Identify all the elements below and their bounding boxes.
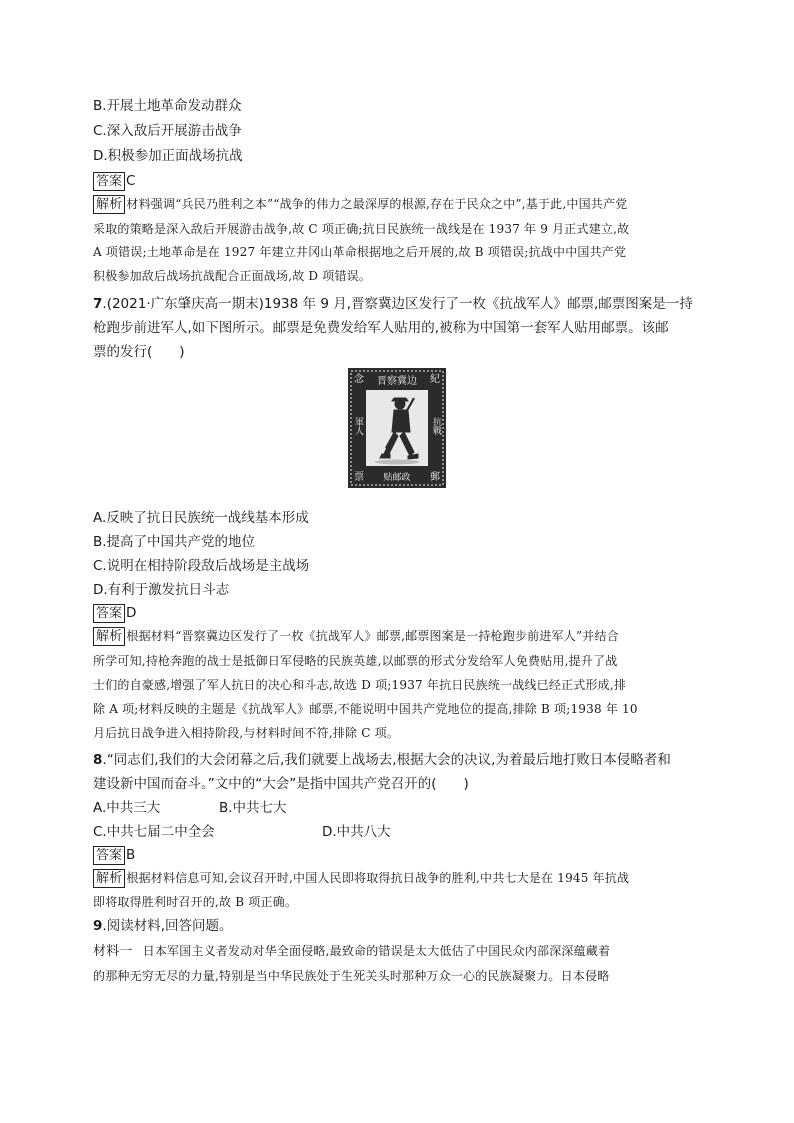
q7-option-d: D.有利于激发抗日斗志 — [93, 582, 230, 598]
q7-option-c: C.说明在相持阶段敌后战场是主战场 — [93, 558, 310, 574]
answer-value: B — [126, 847, 136, 863]
stamp-corner-bl: 票 — [354, 472, 364, 483]
q6-option-b: B.开展土地革命发动群众 — [93, 98, 242, 114]
q6-option-c: C.深入敌后开展游击战争 — [93, 123, 242, 139]
q6-analysis-line: 采取的策略是深入敌后开展游击战争,故 C 项正确;抗日民族统一战线是在 1937 年 9 月正式建立,故 — [93, 222, 630, 236]
q8-options-row-1 — [93, 798, 287, 818]
stamp-right-text: 抗戰 — [431, 417, 441, 435]
answer-tag: 答案 — [93, 172, 125, 191]
q8-option-c: C.中共七届二中全会 — [93, 824, 215, 840]
q8-stem-line: 建设新中国而奋斗。”文中的“大会”是指中国共产党召开的( ) — [93, 776, 469, 792]
question-number: 8 — [93, 752, 103, 768]
q8-option-a: A.中共三大 — [93, 800, 161, 816]
q8-options-row-2 — [93, 822, 391, 842]
analysis-tag: 解析 — [93, 627, 125, 646]
stamp-left-text: 軍人 — [353, 417, 363, 435]
q7-analysis-line: 所学可知,持枪奔跑的战士是抵御日军侵略的民族英雄,以邮票的形式分发给军人免费贴用,提升了战 — [93, 654, 618, 668]
q7-option-b: B.提高了中国共产党的地位 — [93, 534, 256, 550]
q6-analysis-line: 积极参加敌后战场抗战配合正面战场,故 D 项错误。 — [93, 269, 372, 283]
stamp-corner-tr: 紀 — [430, 374, 440, 385]
answer-value: D — [126, 605, 137, 621]
stamp-top-text: 晋察冀边 — [377, 376, 417, 387]
answer-tag: 答案 — [93, 846, 125, 865]
stamp-image — [348, 368, 446, 488]
answer-tag: 答案 — [93, 604, 125, 623]
answer-value: C — [126, 173, 136, 189]
analysis-tag: 解析 — [93, 869, 125, 888]
q8-option-d: D.中共八大 — [322, 824, 391, 840]
q6-answer — [93, 171, 135, 191]
q8-analysis-line: 解析 根据材料信息可知,会议召开时,中国人民即将取得抗日战争的胜利,中共七大是在 1945 年抗战 — [93, 868, 629, 888]
q7-option-a: A.反映了抗日民族统一战线基本形成 — [93, 510, 309, 526]
question-number: 9 — [93, 918, 103, 934]
q7-analysis-line: 除 A 项;材料反映的主题是《抗战军人》邮票,不能说明中国共产党地位的提高,排除 B 项;1938 年 10 — [93, 702, 638, 716]
q9-material-line: 材料一 日本军国主义者发动对华全面侵略,最致命的错误是太大低估了中国民众内部深深蕴藏着 — [93, 944, 611, 959]
q8-option-b: B.中共七大 — [219, 800, 287, 816]
material-label: 材料一 — [93, 944, 133, 959]
q7-stem-line: 枪跑步前进军人,如下图所示。邮票是免费发给军人贴用的,被称为中国第一套军人贴用邮票。该邮 — [93, 320, 669, 336]
q8-stem-line: 8.“同志们,我们的大会闭幕之后,我们就要上战场去,根据大会的决议,为着最后地打败日本侵略者和 — [93, 752, 671, 768]
stamp-corner-br: 郵 — [430, 472, 440, 483]
q7-stem-line: 票的发行( ) — [93, 344, 185, 360]
q6-option-d: D.积极参加正面战场抗战 — [93, 148, 243, 164]
q7-stem-line: 7.(2021·广东肇庆高一期末)1938 年 9 月,晋察冀边区发行了一枚《抗战军人》邮票,邮票图案是一持 — [93, 296, 693, 312]
q6-analysis-line: A 项错误;土地革命是在 1927 年建立井冈山革命根据地之后开展的,故 B 项错误;抗战中中国共产党 — [93, 245, 627, 259]
q8-answer — [93, 845, 135, 865]
q7-analysis-line: 士们的自豪感,增强了军人抗日的决心和斗志,故选 D 项;1937 年抗日民族统一战线已经正式形成,排 — [93, 678, 627, 692]
q9-stem: 9.阅读材料,回答问题。 — [93, 918, 233, 934]
q7-answer — [93, 603, 136, 623]
q7-analysis-line: 解析 根据材料“晋察冀边区发行了一枚《抗战军人》邮票,邮票图案是一持枪跑步前进军人”并结合 — [93, 626, 619, 646]
question-number: 7 — [93, 296, 103, 312]
q6-analysis-line: 解析 材料强调“兵民乃胜利之本”“战争的伟力之最深厚的根源,存在于民众之中”,基于此,中国共产党 — [93, 194, 627, 214]
q7-analysis-line: 月后抗日战争进入相持阶段,与材料时间不符,排除 C 项。 — [93, 726, 400, 740]
stamp-corner-tl: 念 — [354, 374, 364, 385]
q8-analysis-line: 即将取得胜利时召开的,故 B 项正确。 — [93, 895, 298, 909]
q9-material-line: 的那种无穷无尽的力量,特别是当中华民族处于生死关头时那种万众一心的民族凝聚力。日本侵略 — [93, 969, 610, 983]
stamp-bottom-text: 贴邮政 — [383, 473, 411, 483]
analysis-tag: 解析 — [93, 195, 125, 214]
